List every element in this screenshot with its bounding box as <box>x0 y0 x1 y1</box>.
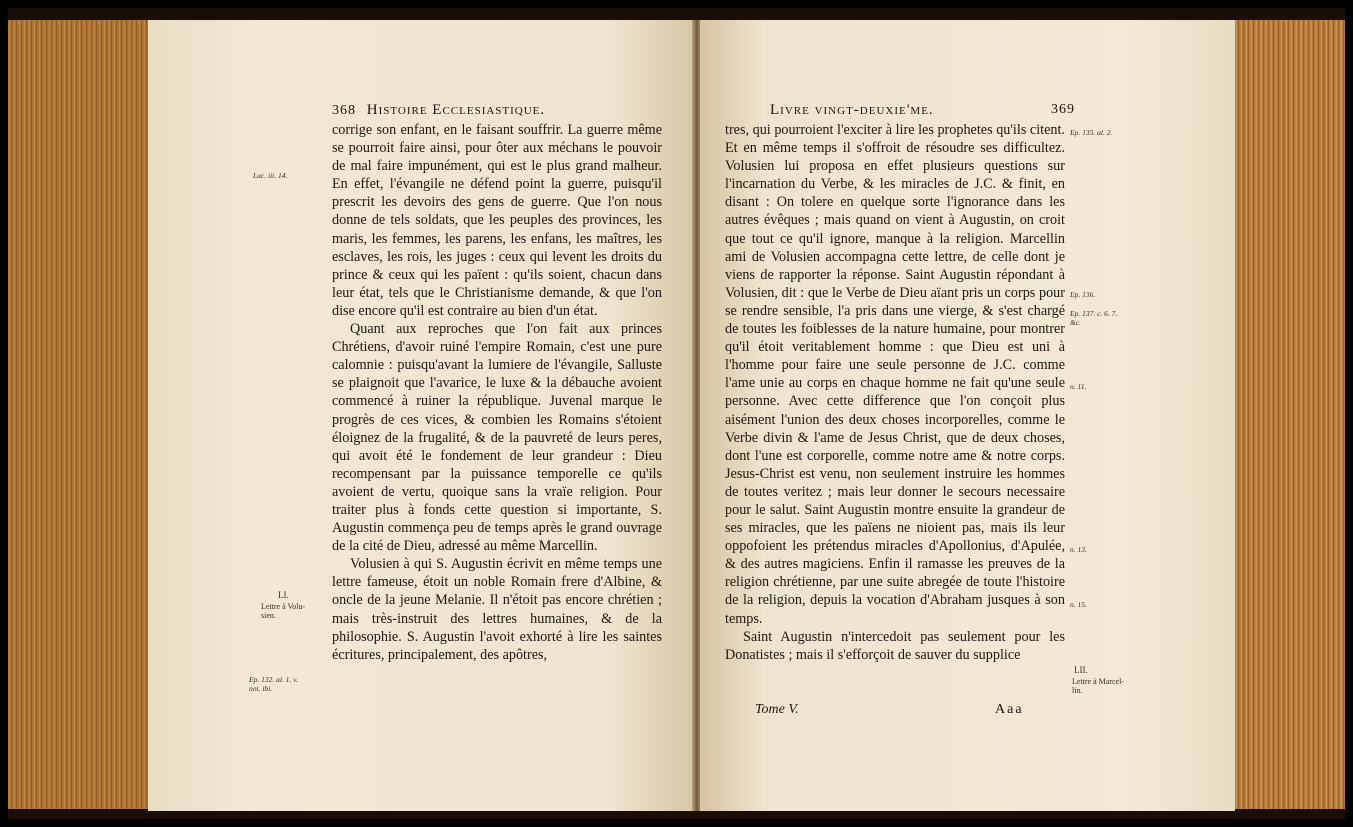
margin-section-number-2: LII. <box>1074 665 1088 675</box>
left-paragraph-1: corrige son enfant, en le faisant souffrir. La guerre même se pourroit faire ainsi, pour ôter aux méchans le pouvoir de mal faire impunément, qui est le plus grand malheur. En effet, l'évangile ne défend point la guerre, puisqu'il prescrit les devoirs des gens de guerre. Que l'on nous donne de tels soldats, que les peuples des provinces, les maris, les femmes, les parens, les enfans, les maîtres, les esclaves, les rois, les juges : ceux qui levent les droits du prince & ceux qui les païent : qu'ils soient, chacun dans leur état, tels que le Christianisme demande, & que l'on dise encore qu'il est contraire au bien d'un état. <box>332 122 662 319</box>
margin-section-number: LI. <box>278 590 289 600</box>
margin-section-title-2: sien. <box>261 611 276 620</box>
margin-note-ep-2: not. ibi. <box>249 684 273 693</box>
left-body-text <box>332 121 662 664</box>
right-running-head <box>770 102 1075 119</box>
footer-volume: Tome V. <box>755 702 799 717</box>
margin-note-n13: n. 13. <box>1070 545 1087 554</box>
margin-note-n11: n. 11. <box>1070 382 1087 391</box>
margin-note-n15: n. 15. <box>1070 600 1087 609</box>
margin-note-ep-137: Ep. 137. c. 6. 7. <box>1070 309 1118 318</box>
margin-section-title-1: Lettre à Volu- <box>261 602 306 611</box>
right-page-edges <box>1235 20 1345 809</box>
right-page-number: 369 <box>1051 102 1075 117</box>
margin-section-title-2a: Lettre à Marcel- <box>1072 677 1124 686</box>
right-page <box>700 20 1235 811</box>
margin-note-ep-135: Ep. 135. al. 2. <box>1070 128 1113 137</box>
left-page-number: 368 <box>332 103 356 118</box>
right-paragraph-1: tres, qui pourroient l'exciter à lire les prophetes qu'ils citent. Et en même temps il s'offroit de résoudre ses difficultez. Volusien lui proposa en effet plusieurs questions sur l'incarnation du Verbe, & les miracles de J.C. & finit, en disant : On tolere en quelque sorte l'ignorance dans les autres évêques ; mais quand on vient à Augustin, on croit que tout ce qu'il ignore, manque à la religion. Marcellin ami de Volusien accompagna cette lettre, de celle dont je viens de rapporter la réponse. Saint Augustin répondant à Volusien, dit : que le Verbe de Dieu aïant pris un corps pour se rendre sensible, l'a pris dans une vierge, & s'est chargé de toutes les foiblesses de la nature humaine, pour montrer qu'il étoit veritablement homme : que Dieu est uni à l'homme pour faire une seule personne de J.C. comme l'ame unie au corps en chaque homme ne fait qu'une seule personne. Avec cette difference que l'on conçoit plus aisément l'union des deux choses incorporelles, comme le Verbe divin & l'ame de Jesus Christ, que de deux choses, dont l'une est corporelle, comme notre ame & notre corps. Jesus-Christ est venu, non seulement instruire les hommes de toutes veritez ; mais leur donner le secours necessaire pour le salut. Saint Augustin montre ensuite la grandeur de ses miracles, que les païens ne nioient pas, mais ils leur oppofoient les prétendus miracles d'Apollonius, d'Apulée, & des autres magiciens. Enfin il ramasse les preuves de la religion chrétienne, par une suite abregée de toute l'histoire de la religion, depuis la vocation d'Abraham jusques à son temps. <box>725 122 1065 627</box>
left-running-title: Histoire Ecclesiastique. <box>366 102 546 118</box>
right-running-title: Livre vingt-deuxie'me. <box>770 102 934 118</box>
left-paragraph-3: Volusien à qui S. Augustin écrivit en même temps une lettre fameuse, étoit un noble Romain frere d'Albine, & oncle de la jeune Melanie. Il n'étoit pas encore chrétien ; mais très-instruit des lettres humaines, & de la philosophie. S. Augustin l'avoit exhorté à lire les saintes écritures, principalement, des apôtres, <box>332 556 662 663</box>
right-paragraph-2: Saint Augustin n'intercedoit pas seulement pour les Donatistes ; mais il s'efforçoit de sauver du supplice <box>725 628 1065 663</box>
open-book <box>8 8 1345 819</box>
left-page <box>148 20 694 811</box>
margin-note-luc: Luc. iii. 14. <box>253 171 288 180</box>
left-paragraph-2: Quant aux reproches que l'on fait aux princes Chrétiens, d'avoir ruiné l'empire Romain, c'est une pure calomnie : puisqu'avant la lumiere de l'évangile, Salluste se plaignoit que l'avarice, le luxe & la débauche avoient commencé à ruiner la république. Juvenal marque le progrès de ces vices, & combien les Romains s'étoient éloignez de la frugalité, & de la pauvreté de leurs peres, qui avoit été le fondement de leur grandeur : Dieu recompensant par la puissance temporelle ce qu'ils avoient de vertu, quoique sans la vraïe religion. Pour traiter plus à fonds cette question si importante, S. Augustin commença peu de temps après le grand ouvrage de la cité de Dieu, adressé au même Marcellin. <box>332 321 662 555</box>
margin-note-ep-137-b: &c. <box>1070 318 1082 327</box>
margin-note-ep-1: Ep. 132. al. 1. v. <box>249 675 298 684</box>
left-page-edges <box>8 20 148 809</box>
margin-note-ep-136: Ep. 136. <box>1070 290 1096 299</box>
right-body-text <box>725 121 1065 664</box>
margin-section-title-2b: lin. <box>1072 686 1083 695</box>
footer-signature: Aaa <box>995 702 1024 717</box>
left-running-head <box>332 102 545 119</box>
